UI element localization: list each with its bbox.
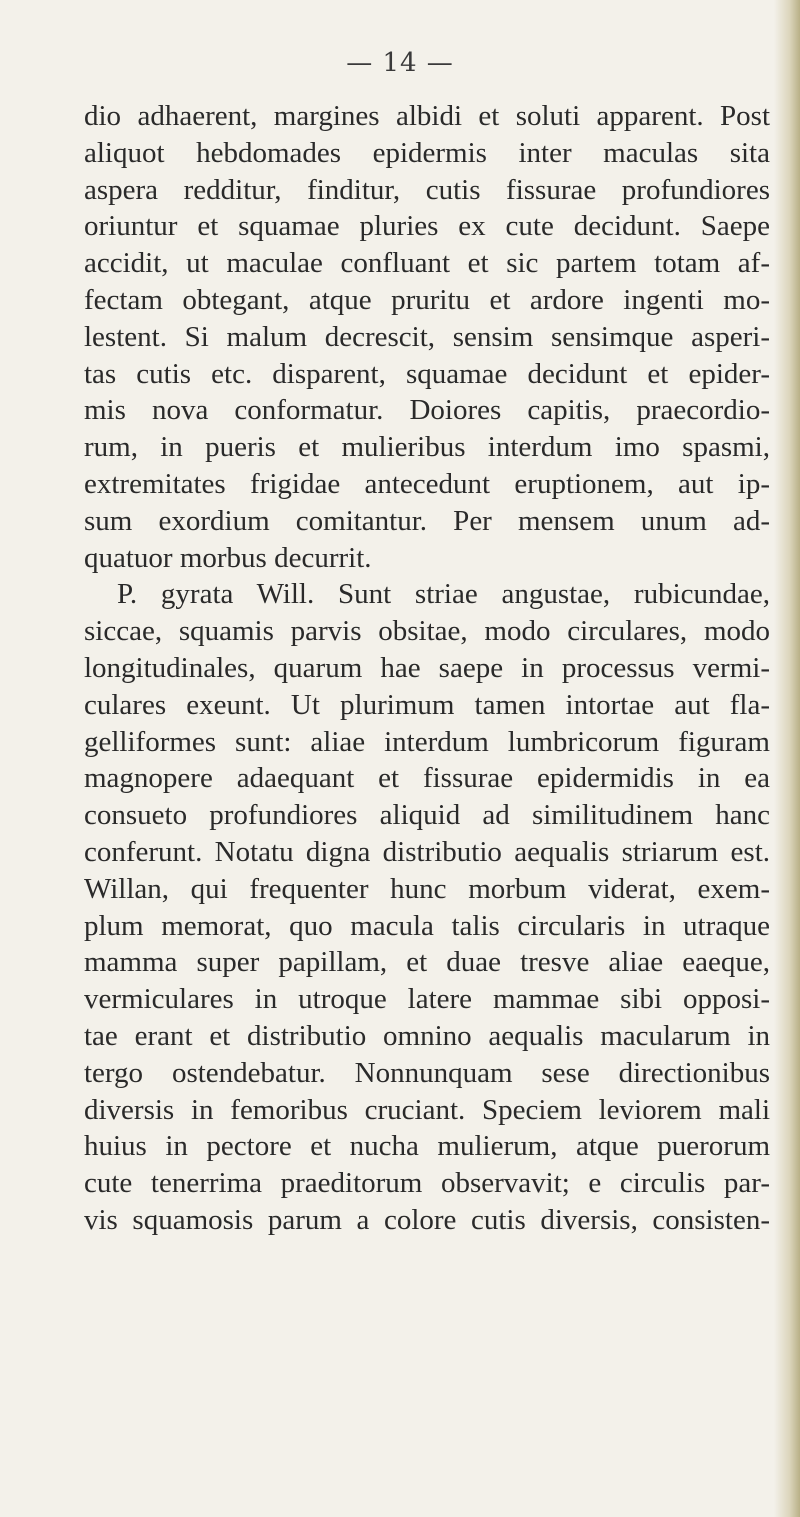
text-line: gelliformes sunt: aliae interdum lumbricorum figuram [84, 725, 770, 758]
text-line: sum exordium comitantur. Per mensem unum ad- [84, 504, 770, 537]
text-line: diversis in femoribus cruciant. Speciem leviorem mali [84, 1093, 770, 1126]
text-line: quatuor morbus decurrit. [84, 541, 372, 574]
text-line: tae erant et distributio omnino aequalis macularum in [84, 1019, 770, 1052]
text-line: magnopere adaequant et fissurae epidermidis in ea [84, 762, 770, 795]
text-line: siccae, squamis parvis obsitae, modo circulares, modo [84, 615, 770, 648]
text-line: tergo ostendebatur. Nonnunquam sese directionibus [84, 1056, 770, 1089]
text-line: oriuntur et squamae pluries ex cute decidunt. Saepe [84, 210, 770, 243]
text-line: culares exeunt. Ut plurimum tamen intortae aut fla- [84, 688, 770, 721]
text-line: mamma super papillam, et duae tresve aliae eaeque, [84, 946, 770, 979]
text-line: accidit, ut maculae confluant et sic partem totam af- [84, 247, 770, 280]
page-edge-shadow [774, 0, 800, 1517]
text-line: plum memorat, quo macula talis circularis in utraque [84, 909, 770, 942]
text-line: consueto profundiores aliquid ad similitudinem hanc [84, 799, 770, 832]
text-line: tas cutis etc. disparent, squamae decidunt et epider- [84, 357, 770, 390]
text-line: mis nova conformatur. Doiores capitis, praecordio- [84, 394, 770, 427]
text-line: fectam obtegant, atque pruritu et ardore ingenti mo- [84, 283, 770, 316]
text-line: huius in pectore et nucha mulierum, atque puerorum [84, 1130, 770, 1163]
text-line: extremitates frigidae antecedunt eruptionem, aut ip- [84, 467, 770, 500]
text-line: lestent. Si malum decrescit, sensim sensimque asperi- [84, 320, 770, 353]
text-line: vermiculares in utroque latere mammae sibi opposi- [84, 983, 770, 1016]
text-line: rum, in pueris et mulieribus interdum imo spasmi, [84, 431, 770, 464]
text-line: P. gyrata Will. Sunt striae angustae, rubicundae, [117, 578, 770, 611]
text-line: aliquot hebdomades epidermis inter maculas sita [84, 136, 770, 169]
text-line: conferunt. Notatu digna distributio aequalis striarum est. [84, 835, 770, 868]
text-line: cute tenerrima praeditorum observavit; e circulis par- [84, 1167, 770, 1200]
text-line: aspera redditur, finditur, cutis fissurae profundiores [84, 173, 770, 206]
text-line: Willan, qui frequenter hunc morbum viderat, exem- [84, 872, 770, 905]
body-text [84, 98, 770, 1239]
text-line: vis squamosis parum a colore cutis diversis, consisten- [84, 1203, 770, 1236]
text-line: dio adhaerent, margines albidi et soluti apparent. Post [84, 100, 770, 132]
text-line: longitudinales, quarum hae saepe in processus vermi- [84, 651, 770, 684]
page-number: — 14 — [346, 48, 454, 78]
